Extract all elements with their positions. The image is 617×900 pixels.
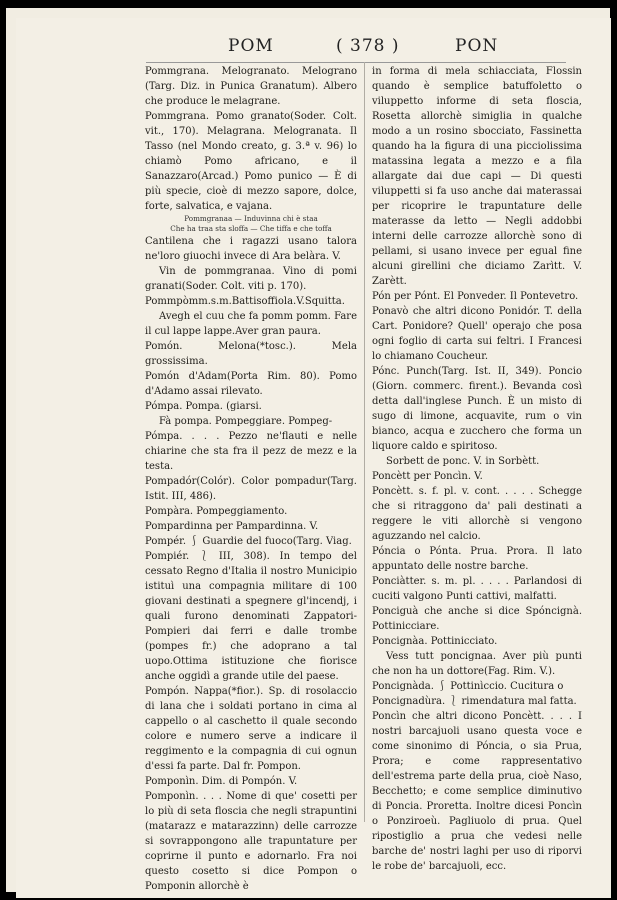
entry: Pomón. Melona(*tosc.). Mela grossissima. [145, 341, 357, 367]
entry: Poncignadùra. ⎱ rimendatura mal fatta. [372, 696, 577, 707]
column-divider [364, 62, 365, 822]
entry: Pomponìn. . . . Nome di que' cosetti per lo più di seta floscia che negli strapuntini (matarazz e matarazzinn) delle carrozze si sovrappongono alle trapuntature per coprirne il punto e adornarlo. Fra noi questo cosetto si dice Pompon o Pomponin allorchè è [145, 791, 357, 892]
entry: Pón per Pónt. El Ponveder. Il Pontevetro. [372, 291, 579, 302]
entry: Pómpa. Pompa. (giarsi. [145, 401, 262, 412]
verse-line: Che ha traa sta sloffa — Che tiffa e che toffa [170, 224, 332, 233]
entry: Pompardinna per Pampardinna. V. [145, 521, 319, 532]
entry: Póncia o Pónta. Prua. Prora. Il lato appuntato delle nostre barche. [372, 546, 582, 572]
right-column [372, 64, 582, 872]
entry: Pompón. Nappa(*fior.). Sp. di rosolaccio di lana che i soldati portano in cima al cappello o al caschetto il quale secondo colore e numero serve a indicare il reggimento e la compagnia di cui ognun d'essi fa parte. Dal fr. Pompon. [145, 686, 357, 772]
entry: Poncètt. s. f. pl. v. cont. . . . . Schegge che si ritraggono da' pali destinati a reggere le viti allorchè si vengono aguzzando nel calcio. [372, 486, 582, 542]
entry: Pompàra. Pompeggiamento. [145, 506, 288, 517]
entry: Sorbett de ponc. V. in Sorbètt. [386, 456, 540, 467]
entry: Cantilena che i ragazzi usano talora ne'loro giuochi invece di Ara belàra. V. [145, 236, 357, 262]
left-column [145, 64, 357, 892]
entry: Avegh el cuu che fa pomm pomm. Fare il cul lappe lappe.Aver gran paura. [145, 311, 357, 337]
entry: Vin de pommgranaa. Vino di pomi granati(Soder. Colt. viti p. 170). [145, 266, 357, 292]
entry: Poncignàa. Pottinicciato. [372, 636, 498, 647]
entry: Pomón d'Adam(Porta Rim. 80). Pomo d'Adamo assai rilevato. [145, 371, 357, 397]
page-number: ( 378 ) [336, 36, 400, 56]
entry: Pompadór(Colór). Color pompadur(Targ. Istit. III, 486). [145, 476, 357, 502]
entry: Vess tutt poncignaa. Aver più punti che non ha un dottore(Fag. Rim. V.). [372, 651, 582, 677]
entry: Pónc. Punch(Targ. Ist. II, 349). Poncio (Giorn. commerc. firent.). Bevanda così detta dall'inglese Punch. È un misto di sugo di limone, acquavite, rum o vin bianco, acqua e zucchero che forma un liquore caldo e spiritoso. [372, 366, 582, 452]
entry: in forma di mela schiacciata, Flossin quando è semplice batuffoletto o viluppetto informe di seta floscia, Rosetta allorchè simiglia in qualche modo a un rosino sbocciato, Fassinetta quando ha la figura di una picciolissima matassina legata a mezzo e a fila allargate dai due capi — Di questi viluppetti si fa uso anche dai materassai per ricoprire le trapuntature delle materasse da letto — Negli addobbi interni delle carrozze allorchè sono di pellami, si usano invece per egual fine alcuni girellini che diciamo Zarìtt. V. Zarètt. [372, 66, 582, 287]
entry: Poncignàda. ⎰ Pottinìccio. Cucitura o [372, 681, 564, 692]
entry: Poncètt per Poncìn. V. [372, 471, 483, 482]
header-right-word: PON [455, 36, 499, 56]
verse-line: Pommgranaa — Induvinna chi è staa [184, 214, 318, 223]
entry: Pommpòmm.s.m.Battisoffiola.V.Squitta. [145, 296, 345, 307]
entry: Ponavò che altri dicono Ponidór. T. della Cart. Ponidore? Quell' operajo che posa ogni foglio di carta sui feltri. I Francesi lo chiamano Coucheur. [372, 306, 582, 362]
entry: Fà pompa. Pompeggiare. Pompeg- [159, 416, 333, 427]
entry: Ponciguà che anche si dice Spóncignà. Pottinicciare. [372, 606, 582, 632]
entry: Ponciàtter. s. m. pl. . . . . Parlandosi di cuciti valgono Punti cattivi, malfatti. [372, 576, 582, 602]
entry: Pommgrana. Melogranato. Melograno (Targ. Diz. in Punica Granatum). Albero che produce le melagrane. [145, 66, 357, 107]
entry: Pomponìn. Dim. di Pompón. V. [145, 776, 298, 787]
entry: Pommgrana. Pomo granato(Soder. Colt. vit., 170). Melagrana. Melogranata. Il Tasso (nel Mondo creato, g. 3.ª v. 96) lo chiamò Pomo africano, e il Sanazzaro(Arcad.) Pomo punico — È di più specie, cioè di mezzo sapore, dolce, forte, salvatica, e vajana. [145, 111, 357, 212]
header-rule [146, 62, 566, 63]
entry: Poncìn che altri dicono Poncètt. . . . I nostri barcajuoli usano questa voce e come sinonimo di Póncia, o sia Prua, Prora; e come rappresentativo dell'estrema parte della prua, cioè Naso, Becchetto; e come semplice diminutivo di Poncia. Proretta. Inoltre dicesi Poncìn o Ponziroeù. Pagliuolo di prua. Quel ripostiglio a prua che vedesi nelle barche de' nostri laghi per uso di riporvi le robe de' barcajuoli, ecc. [372, 711, 582, 872]
header-left-word: POM [228, 36, 274, 56]
entry: Pompiér. ⎱ III, 308). In tempo del cessato Regno d'Italia il nostro Municipio istituì una compagnia militare di 100 giovani destinati a spegnere gl'incendj, i quali furono denominati Zappatori-Pompieri dai ferri e dalle trombe (pompes fr.) che adoprano a tal uopo.Ottima istituzione che fiorisce anche oggidì a grande utile del paese. [145, 551, 357, 682]
entry: Pompér. ⎰ Guardie del fuoco(Targ. Viag. [145, 536, 352, 547]
entry: Pómpa. . . . Pezzo ne'flauti e nelle chiarine che sta fra il pezz de mezz e la testa. [145, 431, 357, 472]
running-header [0, 36, 617, 60]
